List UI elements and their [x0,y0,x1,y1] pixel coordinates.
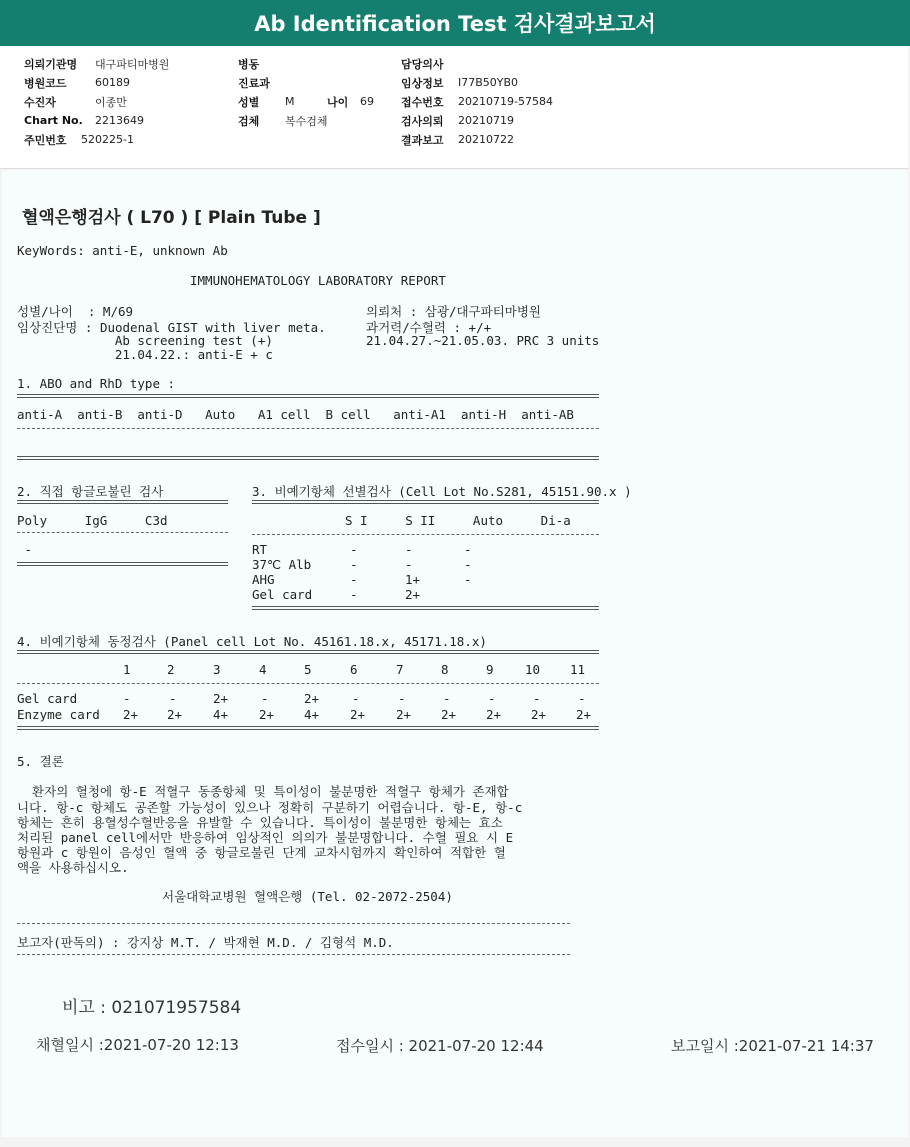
panel-cell: - [261,691,269,706]
conclusion-line: 항원과 c 항원이 음성인 혈액 중 항글로불린 단계 교차시험까지 확인하여 적합한 혈 [17,845,506,860]
panel-col-header: 8 [441,662,449,677]
screen-cell: - [464,542,472,557]
panel-cell: - [398,691,406,706]
panel-cell: - [169,691,177,706]
conclusion-line: 니다. 항-c 항체도 공존할 가능성이 있으나 정확히 구분하기 어렵습니다. 항-E, 항-c [17,800,523,815]
screen-cell: 2+ [405,587,421,602]
divider [17,394,599,398]
lab-title: IMMUNOHEMATOLOGY LABORATORY REPORT [190,273,446,288]
label-receipt-no: 접수번호 [401,95,444,109]
value-hospital-code: 60189 [95,76,130,89]
panel-cell: 2+ [576,707,592,722]
screen-cell: 1+ [405,572,421,587]
panel-cell: - [123,691,131,706]
value-resident-no: 520225-1 [81,133,134,146]
section2-title: 2. 직접 항글로불린 검사 [17,484,164,499]
panel-cell: - [578,691,586,706]
panel-cell: 2+ [531,707,547,722]
conclusion-line: 환자의 혈청에 항-E 적혈구 동종항체 및 특이성이 불분명한 적혈구 항체가 존재합 [17,784,509,799]
panel-col-header: 1 [123,662,131,677]
divider [17,726,599,730]
panel-cell: - [443,691,451,706]
label-ward: 병동 [238,57,260,71]
divider [17,500,228,504]
panel-col-header: 9 [486,662,494,677]
value-institution: 대구파티마병원 [95,57,170,71]
label-resident-no: 주민번호 [24,133,67,147]
value-sex: M [285,95,295,108]
panel-cell: - [352,691,360,706]
patient-line: 21.04.22.: anti-E + c [17,347,273,362]
report-title-bar [0,0,910,46]
reported-datetime: 보고일시 :2021-07-21 14:37 [671,1037,874,1055]
header-col-3 [401,54,553,149]
label-department: 진료과 [238,76,270,90]
panel-col-header: 3 [213,662,221,677]
panel-row-label: Enzyme card [17,707,100,722]
dat-table-header: Poly IgG C3d [17,513,168,528]
divider [252,606,599,610]
section5-title: 5. 결론 [17,754,64,769]
section1-title: 1. ABO and RhD type : [17,376,176,391]
section3-title: 3. 비예기항체 선별검사 (Cell Lot No.S281, 45151.90.x ) [252,484,632,499]
panel-cell: 2+ [123,707,139,722]
divider [17,562,228,566]
label-doctor: 담당의사 [401,57,444,71]
reporter-line: 보고자(판독의) : 강지상 M.T. / 박재현 M.D. / 김형석 M.D. [17,935,394,950]
panel-cell: 2+ [396,707,412,722]
conclusion-line: 액을 사용하십시오. [17,860,129,875]
panel-cell: 2+ [350,707,366,722]
panel-cell: 4+ [304,707,320,722]
label-age: 나이 [327,95,349,109]
requester-line: 21.04.27.~21.05.03. PRC 3 units [366,333,600,348]
screen-cell: - [350,587,358,602]
panel-col-header: 4 [259,662,267,677]
screen-cell: - [464,557,472,572]
screen-cell: - [350,557,358,572]
screen-cell: - [350,572,358,587]
label-specimen: 검체 [238,114,260,128]
hospital-line: 서울대학교병원 혈액은행 (Tel. 02-2072-2504) [162,889,453,904]
value-clinical-info: I77B50YB0 [458,76,519,89]
panel-cell: 2+ [486,707,502,722]
value-report-date: 20210722 [458,133,514,146]
screen-cell: - [405,557,413,572]
label-sex: 성별 [238,95,260,109]
label-clinical-info: 임상정보 [401,76,444,90]
patient-line: 성별/나이 : M/69 [17,304,134,319]
screen-row-label: 37℃ Alb [252,557,312,572]
label-request-date: 검사의뢰 [401,114,444,128]
report-title: Ab Identification Test 검사결과보고서 [254,12,656,36]
panel-cell: 2+ [441,707,457,722]
patient-line: 임상진단명 : Duodenal GIST with liver meta. [17,320,326,335]
panel-cell: - [488,691,496,706]
divider [17,456,599,460]
value-patient: 이종만 [95,95,127,109]
panel-col-header: 11 [570,662,586,677]
label-patient: 수진자 [24,95,56,109]
divider [17,428,599,430]
requester-line: 의뢰처 : 삼광/대구파티마병원 [366,304,542,319]
panel-cell: 4+ [213,707,229,722]
patient-line: Ab screening test (+) [17,333,273,348]
panel-cell: 2+ [304,691,320,706]
panel-cell: 2+ [167,707,183,722]
panel-col-header: 5 [304,662,312,677]
dat-result: - [17,542,33,557]
requester-line: 과거력/수혈력 : +/+ [366,320,492,335]
panel-col-header: 10 [525,662,541,677]
keywords: KeyWords: anti-E, unknown Ab [17,243,228,258]
screen-cell: - [350,542,358,557]
value-request-date: 20210719 [458,114,514,127]
remark: 비고 : 021071957584 [62,998,242,1018]
value-receipt-no: 20210719-57584 [458,95,553,108]
value-chart-no: 2213649 [95,114,144,127]
received-datetime: 접수일시 : 2021-07-20 12:44 [336,1037,544,1055]
screen-cell: - [464,572,472,587]
divider [17,532,228,534]
screen-cell: - [405,542,413,557]
screen-row-label: Gel card [252,587,313,602]
divider [17,683,599,685]
value-specimen: 복수검체 [285,114,328,128]
collection-datetime: 채혈일시 :2021-07-20 12:13 [36,1036,239,1054]
panel-cell: 2+ [259,707,275,722]
screen-table-header: S I S II Auto Di-a [345,513,571,528]
label-institution: 의뢰기관명 [24,57,78,71]
panel-cell: 2+ [213,691,229,706]
screen-row-label: RT [252,542,268,557]
conclusion-line: 처리된 panel cell에서만 반응하여 임상적인 의의가 불분명합니다. 수혈 필요 시 E [17,830,514,845]
test-title: 혈액은행검사 ( L70 ) [ Plain Tube ] [22,208,321,228]
panel-col-header: 6 [350,662,358,677]
report-body [2,170,908,1137]
conclusion-line: 항체는 흔히 용혈성수혈반응을 유발할 수 있습니다. 특이성이 불분명한 항체는 효소 [17,815,503,830]
header-col-1 [24,54,169,149]
header-col-2 [238,54,374,130]
panel-row-label: Gel card [17,691,78,706]
abo-table-header: anti-A anti-B anti-D Auto A1 cell B cell anti-A1 anti-H anti-AB [17,407,574,422]
label-chart-no: Chart No. [24,114,83,127]
section4-title: 4. 비예기항체 동정검사 (Panel cell Lot No. 45161.18.x, 45171.18.x) [17,634,487,649]
panel-cell: - [533,691,541,706]
divider [17,650,599,654]
divider [252,500,599,504]
label-hospital-code: 병원코드 [24,76,67,90]
value-age: 69 [360,95,374,108]
divider [17,954,570,956]
panel-col-header: 2 [167,662,175,677]
panel-col-header: 7 [396,662,404,677]
screen-row-label: AHG [252,572,275,587]
divider [252,534,599,536]
label-report-date: 결과보고 [401,133,444,147]
divider [17,923,570,925]
patient-header [0,46,908,169]
